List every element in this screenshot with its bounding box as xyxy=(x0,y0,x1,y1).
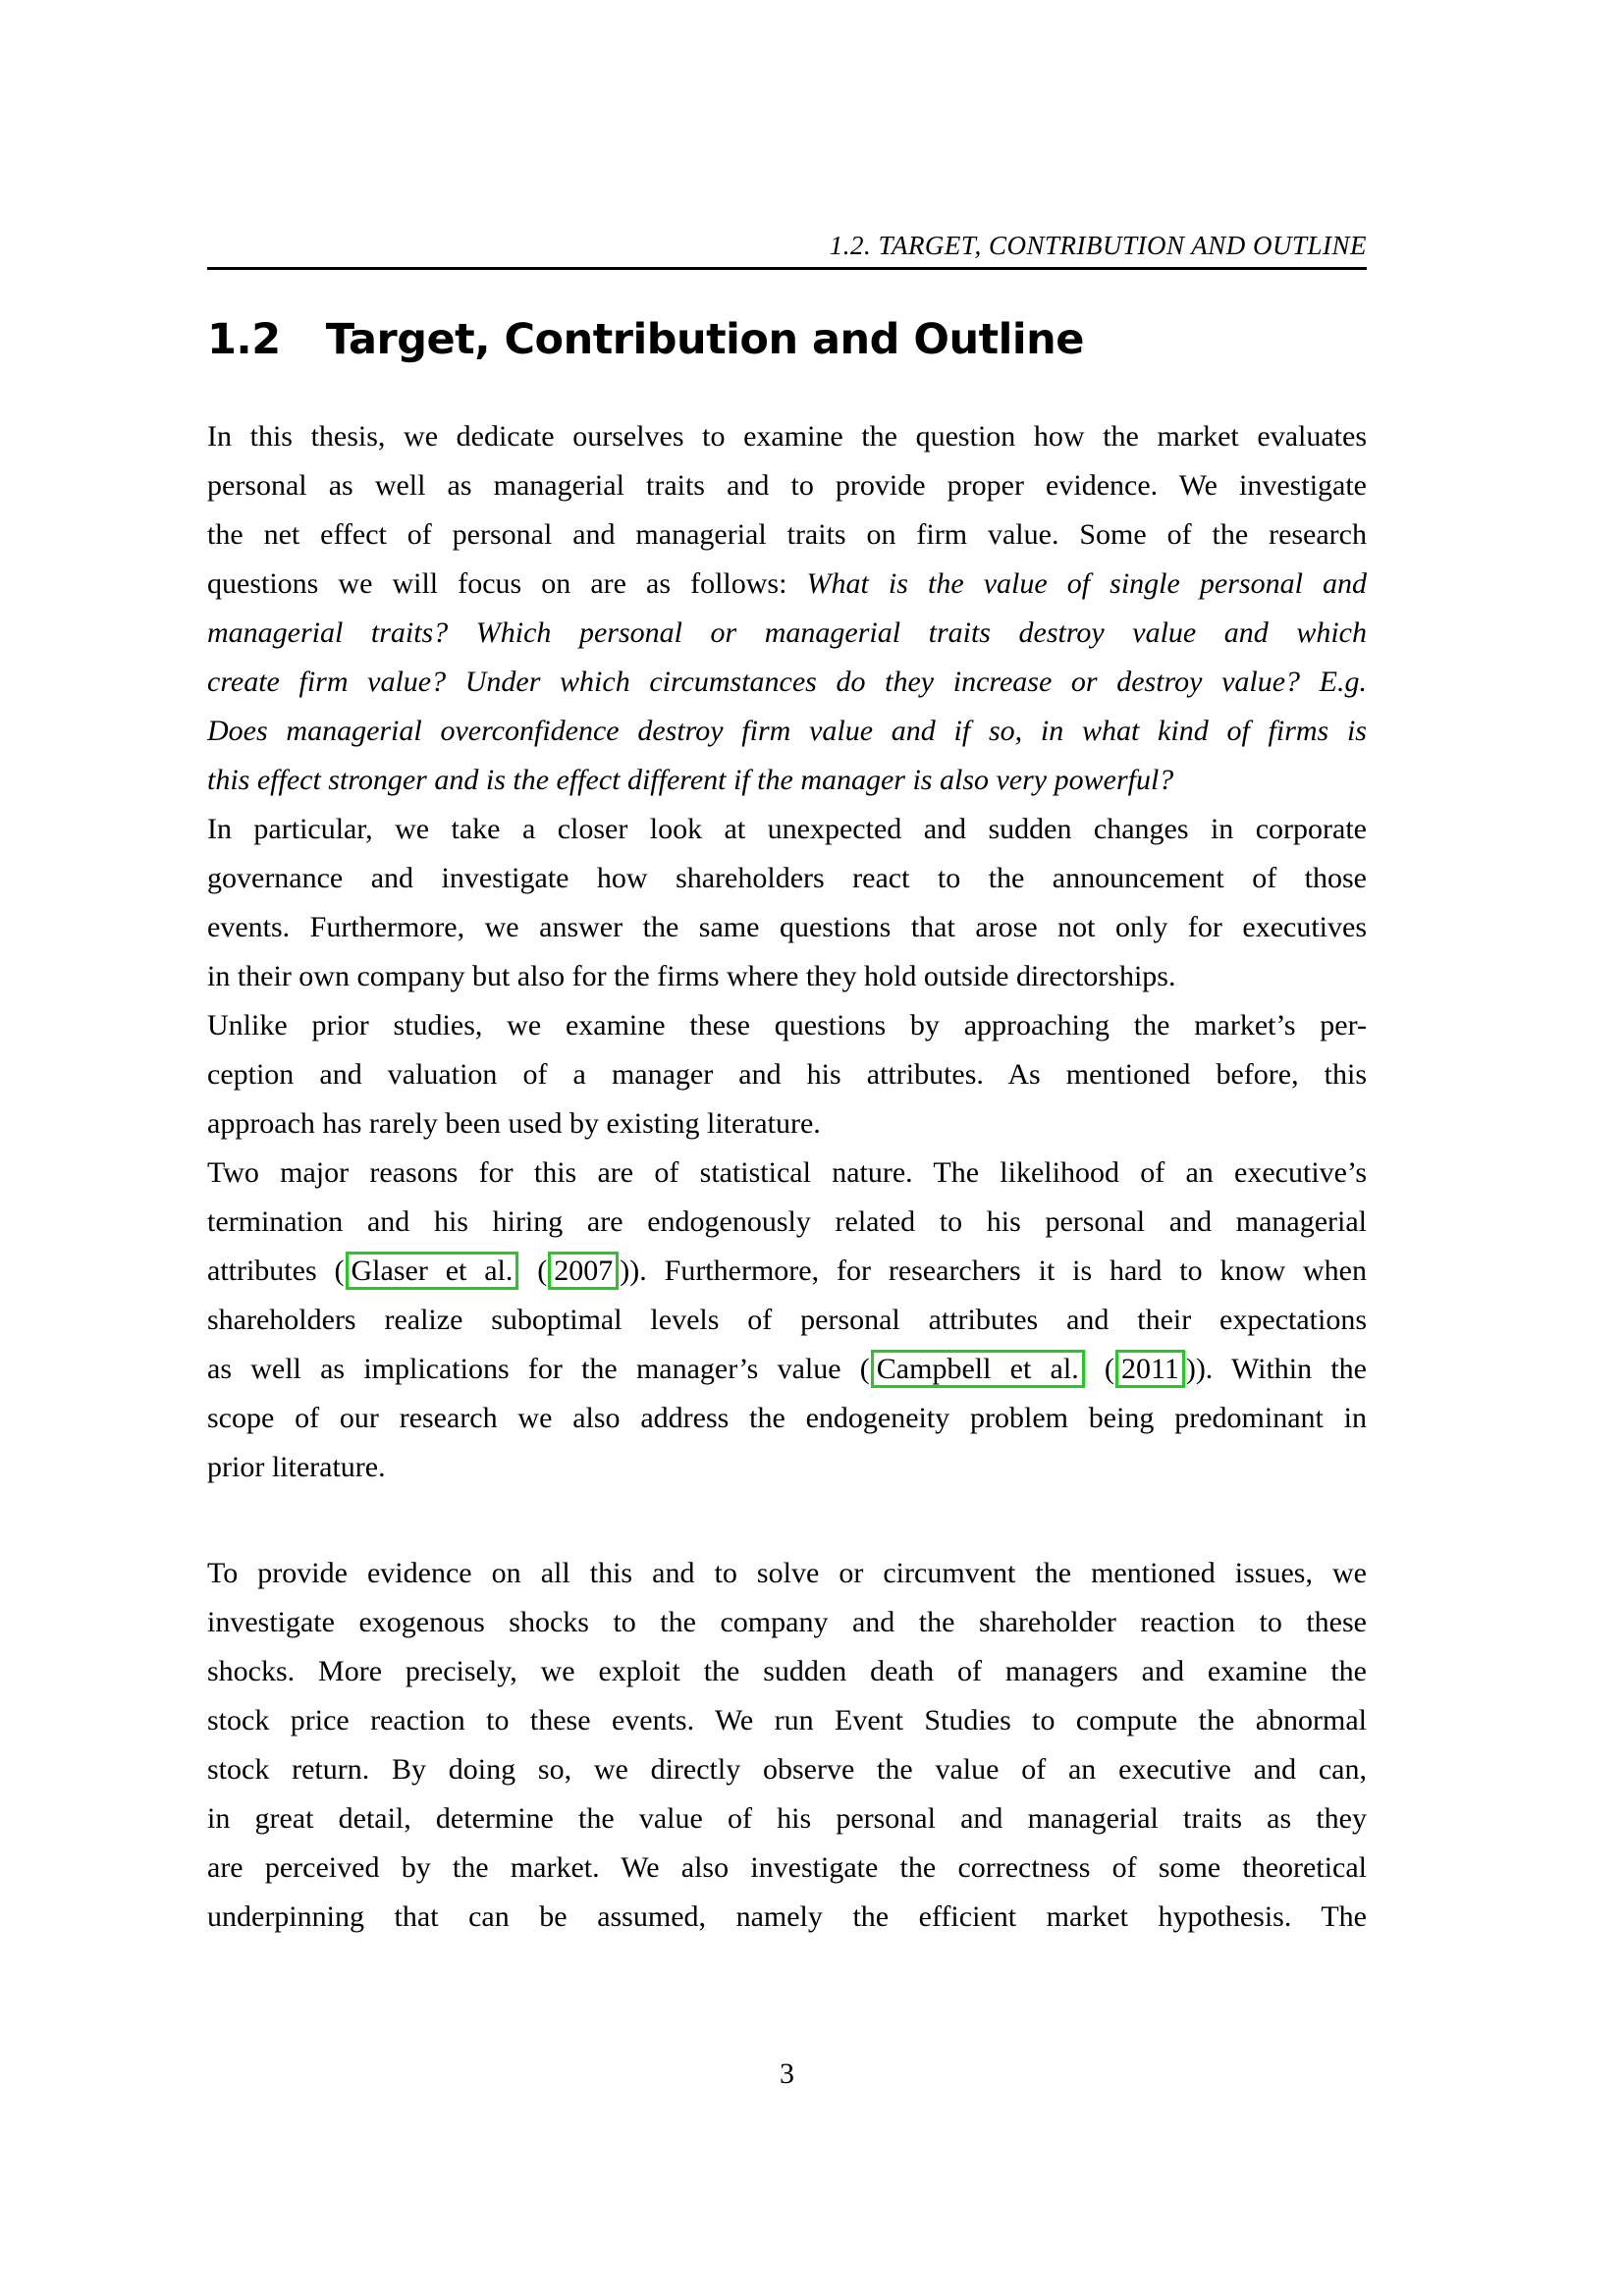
citation-link[interactable]: 2011 xyxy=(1115,1350,1185,1388)
italic-text: create firm value? Under which circumstances do they increase or destroy value? E.g. xyxy=(207,666,1367,698)
text-line xyxy=(207,1794,1367,1843)
text-segment: Two major reasons for this are of statistical nature. The likelihood of an executive’s xyxy=(207,1156,1367,1189)
text-line xyxy=(207,609,1367,658)
italic-text: managerial traits? Which personal or managerial traits destroy value and which xyxy=(207,616,1367,649)
body-text xyxy=(207,412,1367,1942)
citation-link[interactable]: 2007 xyxy=(548,1252,619,1290)
text-line xyxy=(207,1598,1367,1647)
italic-text: Does managerial overconfidence destroy firm value and if so, in what kind of firms is xyxy=(207,715,1367,747)
text-segment: Unlike prior studies, we examine these questions by approaching the market’s per- xyxy=(207,1009,1367,1041)
text-line xyxy=(207,854,1367,903)
text-segment: approach has rarely been used by existing literature. xyxy=(207,1107,821,1140)
italic-text: this effect stronger and is the effect different if the manager is also very powerful? xyxy=(207,764,1174,796)
text-segment: stock price reaction to these events. We run Event Studies to compute the abnormal xyxy=(207,1704,1367,1736)
text-line xyxy=(207,1745,1367,1794)
text-segment: )). Within the xyxy=(1185,1353,1367,1385)
text-segment: investigate exogenous shocks to the company and the shareholder reaction to these xyxy=(207,1606,1367,1638)
text-segment: underpinning that can be assumed, namely the efficient market hypothesis. The xyxy=(207,1900,1367,1933)
text-line xyxy=(207,1443,1367,1492)
text-segment: In this thesis, we dedicate ourselves to examine the question how the market evaluates xyxy=(207,420,1367,453)
text-segment: To provide evidence on all this and to solve or circumvent the mentioned issues, we xyxy=(207,1557,1367,1589)
text-line xyxy=(207,510,1367,560)
text-line xyxy=(207,1001,1367,1050)
text-line xyxy=(207,461,1367,510)
running-header: 1.2. TARGET, CONTRIBUTION AND OUTLINE xyxy=(829,231,1367,260)
text-line xyxy=(207,952,1367,1001)
text-segment: stock return. By doing so, we directly observe the value of an executive and can, xyxy=(207,1753,1367,1786)
text-segment: are perceived by the market. We also investigate the correctness of some theoretical xyxy=(207,1851,1367,1884)
citation-link[interactable]: Glaser et al. xyxy=(346,1252,519,1290)
text-line xyxy=(207,1843,1367,1893)
text-segment: attributes ( xyxy=(207,1255,345,1287)
text-line xyxy=(207,1893,1367,1942)
text-line xyxy=(207,1198,1367,1247)
text-line xyxy=(207,1050,1367,1099)
italic-text: What is the value of single personal and xyxy=(806,567,1367,600)
citation-link[interactable]: Campbell et al. xyxy=(871,1350,1085,1388)
text-line xyxy=(207,1549,1367,1598)
text-segment: in great detail, determine the value of his personal and managerial traits as they xyxy=(207,1802,1367,1835)
section-heading xyxy=(207,314,1484,365)
text-line xyxy=(207,560,1367,609)
text-line xyxy=(207,707,1367,756)
text-segment: governance and investigate how shareholders react to the announcement of those xyxy=(207,862,1367,894)
section-title: Target, Contribution and Outline xyxy=(325,315,1084,364)
text-line xyxy=(207,1148,1367,1198)
text-segment: in their own company but also for the firms where they hold outside directorships. xyxy=(207,960,1176,992)
text-segment: ception and valuation of a manager and his attributes. As mentioned before, this xyxy=(207,1058,1367,1091)
text-segment: scope of our research we also address the endogeneity problem being predominant in xyxy=(207,1402,1367,1434)
text-line xyxy=(207,1345,1367,1394)
text-segment: the net effect of personal and managerial traits on firm value. Some of the research xyxy=(207,518,1367,551)
text-line xyxy=(207,412,1367,461)
header-rule xyxy=(207,267,1367,270)
text-segment: prior literature. xyxy=(207,1451,386,1483)
text-line xyxy=(207,1696,1367,1745)
text-segment: shocks. More precisely, we exploit the sudden death of managers and examine the xyxy=(207,1655,1367,1687)
text-line xyxy=(207,1394,1367,1443)
page-number: 3 xyxy=(780,2057,794,2090)
text-line xyxy=(207,805,1367,854)
text-segment: questions we will focus on are as follows: xyxy=(207,567,807,600)
text-line xyxy=(207,1647,1367,1696)
text-line xyxy=(207,756,1367,805)
section-number: 1.2 xyxy=(207,315,281,364)
text-segment: personal as well as managerial traits and to provide proper evidence. We investigate xyxy=(207,469,1367,502)
text-line xyxy=(207,903,1367,952)
paragraph-block xyxy=(207,1549,1367,1942)
text-segment: ( xyxy=(519,1255,548,1287)
text-segment: ( xyxy=(1085,1353,1114,1385)
text-segment: shareholders realize suboptimal levels of personal attributes and their expectations xyxy=(207,1304,1367,1336)
text-segment: )). Furthermore, for researchers it is hard to know when xyxy=(620,1255,1367,1287)
text-segment: as well as implications for the manager’s value ( xyxy=(207,1353,870,1385)
text-line xyxy=(207,1247,1367,1296)
text-segment: termination and his hiring are endogenously related to his personal and managerial xyxy=(207,1205,1367,1238)
text-line xyxy=(207,658,1367,707)
text-segment: events. Furthermore, we answer the same questions that arose not only for executives xyxy=(207,911,1367,943)
text-line xyxy=(207,1296,1367,1345)
paragraph-block xyxy=(207,412,1367,1492)
text-segment: In particular, we take a closer look at unexpected and sudden changes in corporate xyxy=(207,813,1367,845)
text-line xyxy=(207,1099,1367,1148)
